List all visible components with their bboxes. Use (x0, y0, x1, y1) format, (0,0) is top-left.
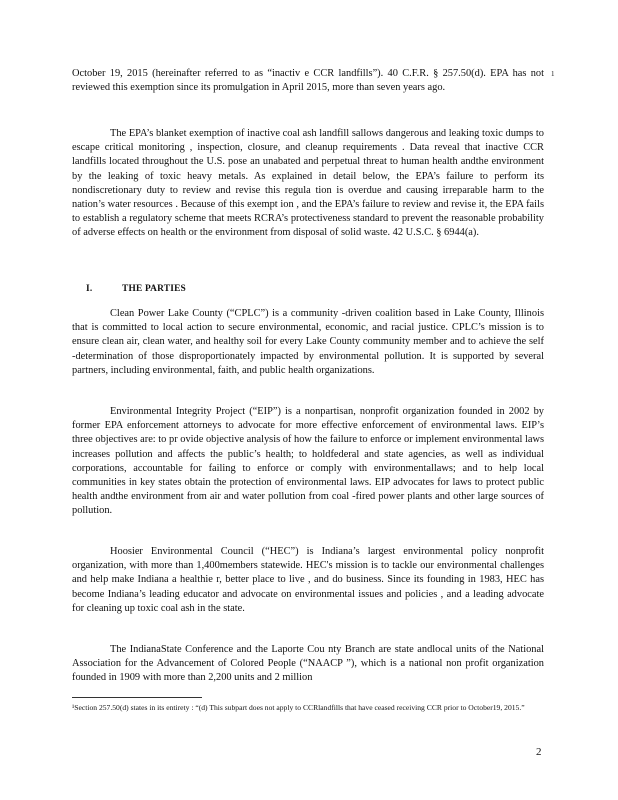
section-heading (86, 284, 186, 294)
cplc-paragraph: Clean Power Lake County (“CPLC”) is a community -driven coalition based in Lake County, Illinois that is committed to local action to secure environmental, economic, and racial justice. CPLC’s mission is to ensure clean air, clean water, and healthy soil for every Lake County community member and to achieve the self -determination of those disproportionately impacted by environmental pollution. It is supported by several partners, including environmental, faith, and public health organizations. (72, 308, 544, 376)
intro-paragraph: October 19, 2015 (hereinafter referred to as “inactiv e CCR landfills”). 40 C.F.R. § 257.50(d). EPA has not reviewed this exemption since its promulgation in April 2015, more than seven years ago. (72, 68, 544, 94)
page-number: 2 (536, 746, 542, 758)
footnote-marker: 1 (551, 70, 555, 78)
hec-paragraph: Hoosier Environmental Council (“HEC”) is Indiana’s largest environmental policy nonprofit organization, with more than 1,400members statewide. HEC's mission is to tackle our environmental challenges and help make Indiana a healthie r, better place to live , and do business. Since its founding in 1983, HEC has become Indiana’s leading educator and advocate on environmental issues and policies , and a leading advocate for cleaning up toxic coal ash in the state. (72, 546, 544, 614)
epa-exemption-paragraph: The EPA’s blanket exemption of inactive coal ash landfill sallows dangerous and leaking toxic dumps to escape critical monitoring , inspection, closure, and cleanup requirements . Data reveal that inactive CCR landfills located throughout the U.S. pose an unabated and perpetual threat to human health andthe environment by the leaking of toxic heavy metals. As explained in detail below, the EPA’s failure to perform its nondiscretionary duty to review and revise this regula tion is overdue and causing irreparable harm to the nation’s water resources . Because of this exempt ion , and the EPA’s failure to review and revise it, the EPA fails to establish a regulatory scheme that meets RCRA’s protectiveness standard to prevent the reasonable probability of adverse effects on health or the environment from disposal of solid waste. 42 U.S.C. § 6944(a). (72, 128, 544, 239)
naacp-paragraph: The IndianaState Conference and the Laporte Cou nty Branch are state andlocal units of the National Association for the Advancement of Colored People (“NAACP ”), which is a national non profit organization founded in 1909 with more than 2,200 units and 2 million (72, 644, 544, 684)
eip-paragraph: Environmental Integrity Project (“EIP”) is a nonpartisan, nonprofit organization founded in 2002 by former EPA enforcement attorneys to advocate for more effective enforcement of environmental laws. EIP’s three objectives are: to pr ovide objective analysis of how the failure to enforce or implement environmental laws increases pollution and affects the public’s health; to holdfederal and state agencies, as well as individual corporations, accountable for failing to enforce or comply with environmentallaws; and to help local communities in key states obtain the protection of environmental laws. EIP advocates for laws to protect public health andthe environment from air and water pollution from coal -fired power plants and other large sources of pollution. (72, 406, 544, 517)
section-number: I. (86, 284, 93, 294)
footnote: ¹Section 257.50(d) states in its entirety : “(d) This subpart does not apply to CCRlandfills that have ceased receiving CCR prior to October19, 2015.” (72, 703, 525, 712)
section-title: THE PARTIES (122, 284, 186, 294)
footnote-divider (72, 697, 202, 698)
